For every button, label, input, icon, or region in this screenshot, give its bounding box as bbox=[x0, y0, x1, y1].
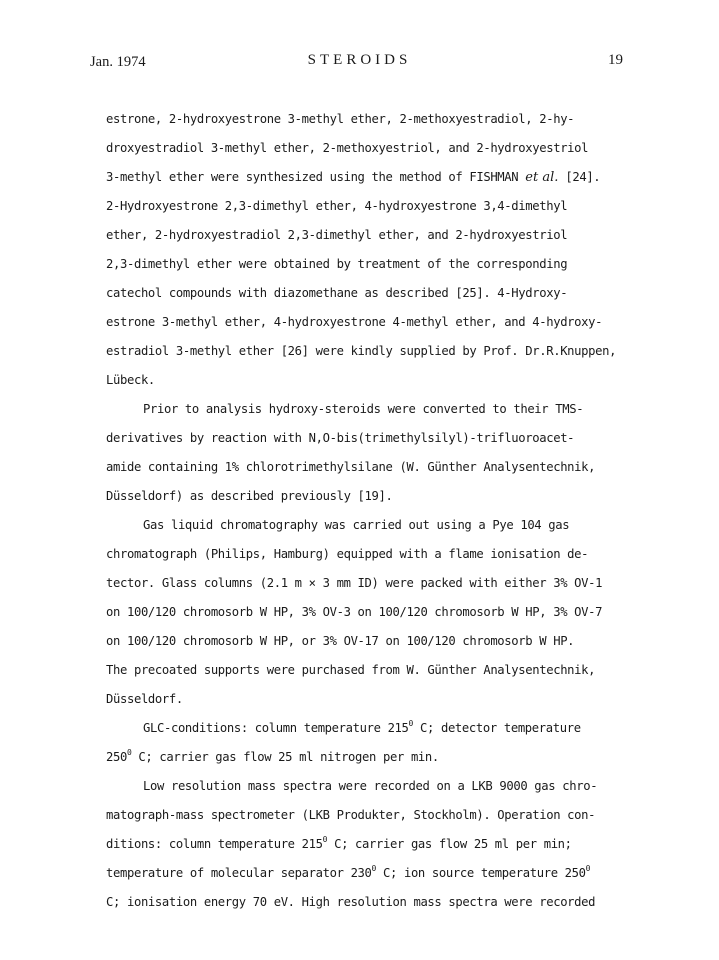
text-line bbox=[106, 163, 636, 192]
journal-title: STEROIDS bbox=[307, 52, 412, 68]
text-line: derivatives by reaction with N,O-bis(trimethylsilyl)-trifluoroacet- bbox=[106, 431, 575, 445]
running-head bbox=[0, 52, 719, 76]
text-segment: C; carrier gas flow 25 ml nitrogen per min. bbox=[131, 750, 439, 764]
paragraph-mass-spectra bbox=[106, 772, 636, 917]
text-line: Lübeck. bbox=[106, 373, 155, 387]
superscript: 0 bbox=[126, 748, 132, 757]
text-line: chromatograph (Philips, Hamburg) equipped with a flame ionisation de- bbox=[106, 547, 589, 561]
paragraph-chromatography bbox=[106, 511, 636, 714]
text-line: estradiol 3-methyl ether [26] were kindly supplied by Prof. Dr.R.Knuppen, bbox=[106, 344, 617, 358]
text-segment: GLC-conditions: column temperature 215 bbox=[143, 721, 409, 735]
text-line: estrone 3-methyl ether, 4-hydroxyestrone 4-methyl ether, and 4-hydroxy- bbox=[106, 315, 603, 329]
text-line bbox=[106, 830, 636, 859]
text-segment: C; ion source temperature 250 bbox=[376, 866, 586, 880]
text-segment: C; detector temperature bbox=[413, 721, 581, 735]
superscript: 0 bbox=[322, 835, 328, 844]
text-line: Low resolution mass spectra were recorded on a LKB 9000 gas chro- bbox=[143, 779, 598, 793]
citation: [24]. bbox=[565, 170, 601, 184]
article-body bbox=[106, 105, 636, 917]
superscript: 0 bbox=[371, 864, 376, 873]
paragraph-glc-conditions bbox=[106, 714, 636, 772]
text-line bbox=[106, 714, 636, 743]
text-line bbox=[106, 743, 636, 772]
superscript: 0 bbox=[408, 719, 413, 728]
text-line: Düsseldorf) as described previously [19]. bbox=[106, 489, 393, 503]
text-segment: temperature of molecular separator 230 bbox=[106, 866, 372, 880]
text-line: Düsseldorf. bbox=[106, 692, 183, 706]
text-line: estrone, 2-hydroxyestrone 3-methyl ether, 2-methoxyestradiol, 2-hy- bbox=[106, 112, 575, 126]
text-segment: 3-methyl ether were synthesized using the method of FISHMAN bbox=[106, 170, 519, 184]
paragraph-derivatization bbox=[106, 395, 636, 511]
text-line bbox=[106, 859, 636, 888]
text-line: matograph-mass spectrometer (LKB Produkter, Stockholm). Operation con- bbox=[106, 808, 596, 822]
superscript: 0 bbox=[585, 864, 591, 873]
text-segment: C; carrier gas flow 25 ml per min; bbox=[327, 837, 572, 851]
text-line: Gas liquid chromatography was carried out using a Pye 104 gas bbox=[143, 518, 570, 532]
text-line: droxyestradiol 3-methyl ether, 2-methoxyestriol, and 2-hydroxyestriol bbox=[106, 141, 589, 155]
text-line: on 100/120 chromosorb W HP, 3% OV-3 on 100/120 chromosorb W HP, 3% OV-7 bbox=[106, 605, 603, 619]
text-line: on 100/120 chromosorb W HP, or 3% OV-17 on 100/120 chromosorb W HP. bbox=[106, 634, 575, 648]
paragraph-compounds bbox=[106, 105, 636, 395]
text-line: C; ionisation energy 70 eV. High resolution mass spectra were recorded bbox=[106, 895, 596, 909]
text-line: The precoated supports were purchased from W. Günther Analysentechnik, bbox=[106, 663, 596, 677]
issue-date: Jan. 1974 bbox=[90, 54, 146, 70]
text-segment: 250 bbox=[106, 750, 127, 764]
text-segment: ditions: column temperature 215 bbox=[106, 837, 323, 851]
italic-et-al: et al. bbox=[525, 170, 559, 185]
text-line: ether, 2-hydroxyestradiol 2,3-dimethyl ether, and 2-hydroxyestriol bbox=[106, 228, 568, 242]
text-line: amide containing 1% chlorotrimethylsilane (W. Günther Analysentechnik, bbox=[106, 460, 596, 474]
text-line: Prior to analysis hydroxy-steroids were converted to their TMS- bbox=[143, 402, 584, 416]
text-line: catechol compounds with diazomethane as described [25]. 4-Hydroxy- bbox=[106, 286, 568, 300]
text-line: 2,3-dimethyl ether were obtained by treatment of the corresponding bbox=[106, 257, 568, 271]
page-number: 19 bbox=[608, 52, 623, 68]
text-line: 2-Hydroxyestrone 2,3-dimethyl ether, 4-hydroxyestrone 3,4-dimethyl bbox=[106, 199, 568, 213]
text-line: tector. Glass columns (2.1 m × 3 mm ID) were packed with either 3% OV-1 bbox=[106, 576, 603, 590]
